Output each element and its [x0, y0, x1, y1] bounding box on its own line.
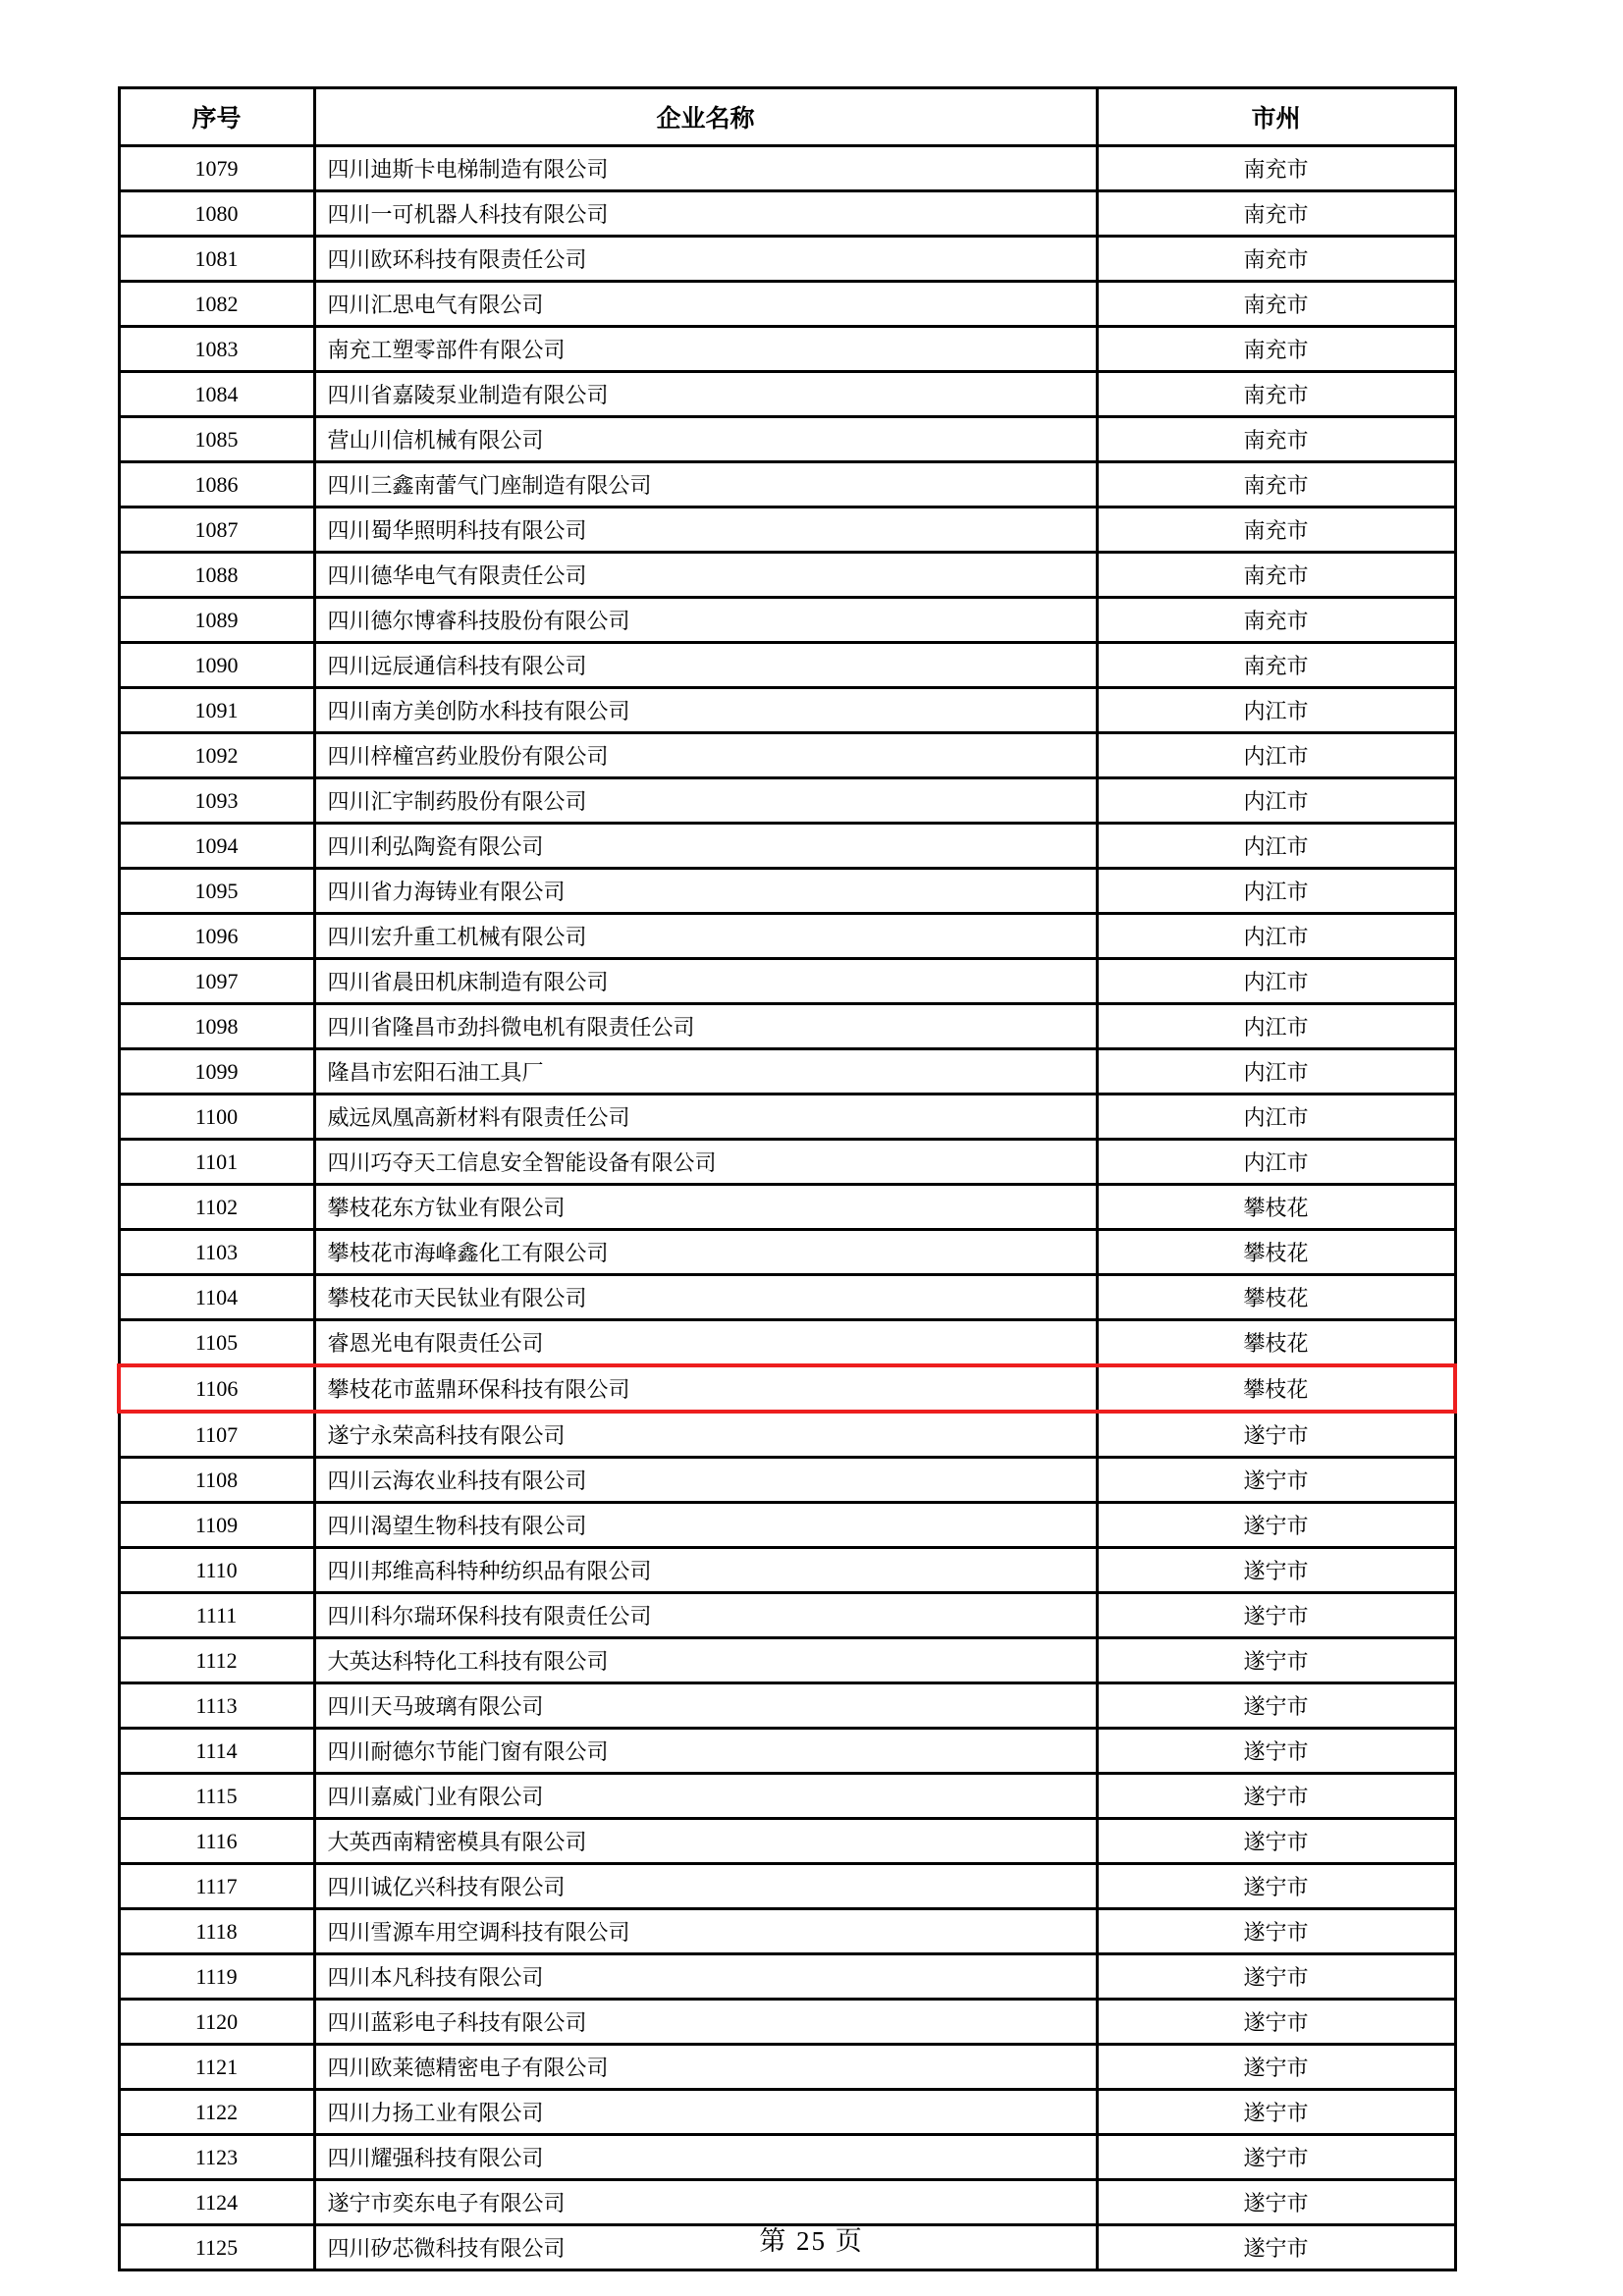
- header-serial-number: 序号: [119, 88, 314, 146]
- company-table: [117, 86, 1457, 2271]
- serial-number-cell: 1091: [119, 688, 314, 733]
- city-cell: 攀枝花: [1097, 1185, 1455, 1230]
- table-row: [119, 237, 1455, 282]
- serial-number-cell: 1092: [119, 733, 314, 778]
- serial-number-cell: 1117: [119, 1864, 314, 1909]
- table-row: [119, 417, 1455, 462]
- city-cell: 内江市: [1097, 778, 1455, 824]
- serial-number-cell: 1102: [119, 1185, 314, 1230]
- city-cell: 遂宁市: [1097, 1864, 1455, 1909]
- table-row: [119, 2000, 1455, 2045]
- city-cell: 南充市: [1097, 462, 1455, 507]
- city-cell: 内江市: [1097, 1049, 1455, 1095]
- serial-number-cell: 1096: [119, 914, 314, 959]
- table-row: [119, 146, 1455, 191]
- company-name-cell: 四川天马玻璃有限公司: [314, 1683, 1097, 1729]
- table-row: [119, 2090, 1455, 2135]
- city-cell: 遂宁市: [1097, 1593, 1455, 1638]
- city-cell: 内江市: [1097, 1095, 1455, 1140]
- serial-number-cell: 1084: [119, 372, 314, 417]
- company-name-cell: 四川本凡科技有限公司: [314, 1954, 1097, 2000]
- table-row-highlighted: [119, 1365, 1455, 1412]
- city-cell: 内江市: [1097, 733, 1455, 778]
- table-row: [119, 1909, 1455, 1954]
- company-name-cell: 四川省嘉陵泵业制造有限公司: [314, 372, 1097, 417]
- city-cell: 内江市: [1097, 1004, 1455, 1049]
- serial-number-cell: 1080: [119, 191, 314, 237]
- table-row: [119, 643, 1455, 688]
- table-row: [119, 1004, 1455, 1049]
- company-name-cell: 四川三鑫南蕾气门座制造有限公司: [314, 462, 1097, 507]
- city-cell: 遂宁市: [1097, 2180, 1455, 2225]
- company-name-cell: 大英达科特化工科技有限公司: [314, 1638, 1097, 1683]
- city-cell: 南充市: [1097, 643, 1455, 688]
- table-row: [119, 1593, 1455, 1638]
- city-cell: 内江市: [1097, 824, 1455, 869]
- company-name-cell: 攀枝花市蓝鼎环保科技有限公司: [314, 1365, 1097, 1412]
- table-row: [119, 1819, 1455, 1864]
- serial-number-cell: 1119: [119, 1954, 314, 2000]
- serial-number-cell: 1103: [119, 1230, 314, 1275]
- company-name-cell: 四川德华电气有限责任公司: [314, 553, 1097, 598]
- serial-number-cell: 1083: [119, 327, 314, 372]
- serial-number-cell: 1115: [119, 1774, 314, 1819]
- company-name-cell: 攀枝花东方钛业有限公司: [314, 1185, 1097, 1230]
- table-row: [119, 1774, 1455, 1819]
- table-row: [119, 1095, 1455, 1140]
- table-row: [119, 372, 1455, 417]
- table-row: [119, 1412, 1455, 1458]
- city-cell: 南充市: [1097, 417, 1455, 462]
- city-cell: 南充市: [1097, 146, 1455, 191]
- serial-number-cell: 1090: [119, 643, 314, 688]
- city-cell: 南充市: [1097, 372, 1455, 417]
- serial-number-cell: 1107: [119, 1412, 314, 1458]
- table-row: [119, 1320, 1455, 1366]
- serial-number-cell: 1122: [119, 2090, 314, 2135]
- serial-number-cell: 1093: [119, 778, 314, 824]
- serial-number-cell: 1114: [119, 1729, 314, 1774]
- serial-number-cell: 1081: [119, 237, 314, 282]
- table-row: [119, 1185, 1455, 1230]
- company-name-cell: 攀枝花市海峰鑫化工有限公司: [314, 1230, 1097, 1275]
- company-name-cell: 四川雪源车用空调科技有限公司: [314, 1909, 1097, 1954]
- company-name-cell: 四川南方美创防水科技有限公司: [314, 688, 1097, 733]
- company-name-cell: 南充工塑零部件有限公司: [314, 327, 1097, 372]
- serial-number-cell: 1123: [119, 2135, 314, 2180]
- serial-number-cell: 1112: [119, 1638, 314, 1683]
- table-body: [119, 146, 1455, 2270]
- serial-number-cell: 1106: [119, 1365, 314, 1412]
- city-cell: 遂宁市: [1097, 1503, 1455, 1548]
- table-row: [119, 553, 1455, 598]
- city-cell: 遂宁市: [1097, 1729, 1455, 1774]
- city-cell: 遂宁市: [1097, 1819, 1455, 1864]
- company-name-cell: 睿恩光电有限责任公司: [314, 1320, 1097, 1366]
- city-cell: 内江市: [1097, 1140, 1455, 1185]
- serial-number-cell: 1100: [119, 1095, 314, 1140]
- serial-number-cell: 1094: [119, 824, 314, 869]
- table-row: [119, 507, 1455, 553]
- table-row: [119, 1954, 1455, 2000]
- company-name-cell: 四川省隆昌市劲抖微电机有限责任公司: [314, 1004, 1097, 1049]
- company-name-cell: 四川省力海铸业有限公司: [314, 869, 1097, 914]
- serial-number-cell: 1085: [119, 417, 314, 462]
- company-name-cell: 威远凤凰高新材料有限责任公司: [314, 1095, 1097, 1140]
- city-cell: 遂宁市: [1097, 2135, 1455, 2180]
- serial-number-cell: 1116: [119, 1819, 314, 1864]
- company-name-cell: 四川远辰通信科技有限公司: [314, 643, 1097, 688]
- table-row: [119, 1275, 1455, 1320]
- city-cell: 南充市: [1097, 237, 1455, 282]
- serial-number-cell: 1110: [119, 1548, 314, 1593]
- city-cell: 南充市: [1097, 553, 1455, 598]
- city-cell: 南充市: [1097, 327, 1455, 372]
- serial-number-cell: 1105: [119, 1320, 314, 1366]
- city-cell: 攀枝花: [1097, 1365, 1455, 1412]
- table-row: [119, 869, 1455, 914]
- serial-number-cell: 1082: [119, 282, 314, 327]
- serial-number-cell: 1079: [119, 146, 314, 191]
- company-name-cell: 四川蜀华照明科技有限公司: [314, 507, 1097, 553]
- table-row: [119, 2180, 1455, 2225]
- company-name-cell: 大英西南精密模具有限公司: [314, 1819, 1097, 1864]
- city-cell: 遂宁市: [1097, 1638, 1455, 1683]
- company-name-cell: 四川汇宇制药股份有限公司: [314, 778, 1097, 824]
- table-row: [119, 1864, 1455, 1909]
- serial-number-cell: 1113: [119, 1683, 314, 1729]
- city-cell: 南充市: [1097, 282, 1455, 327]
- company-name-cell: 四川耐德尔节能门窗有限公司: [314, 1729, 1097, 1774]
- serial-number-cell: 1087: [119, 507, 314, 553]
- company-name-cell: 攀枝花市天民钛业有限公司: [314, 1275, 1097, 1320]
- city-cell: 内江市: [1097, 914, 1455, 959]
- serial-number-cell: 1104: [119, 1275, 314, 1320]
- table-row: [119, 1458, 1455, 1503]
- table-row: [119, 1638, 1455, 1683]
- header-company-name: 企业名称: [314, 88, 1097, 146]
- table-row: [119, 1683, 1455, 1729]
- serial-number-cell: 1095: [119, 869, 314, 914]
- company-name-cell: 四川省晨田机床制造有限公司: [314, 959, 1097, 1004]
- company-name-cell: 四川蓝彩电子科技有限公司: [314, 2000, 1097, 2045]
- city-cell: 遂宁市: [1097, 1954, 1455, 2000]
- table-row: [119, 1049, 1455, 1095]
- serial-number-cell: 1108: [119, 1458, 314, 1503]
- serial-number-cell: 1121: [119, 2045, 314, 2090]
- table-row: [119, 191, 1455, 237]
- company-name-cell: 遂宁市奕东电子有限公司: [314, 2180, 1097, 2225]
- city-cell: 内江市: [1097, 959, 1455, 1004]
- company-name-cell: 四川邦维高科特种纺织品有限公司: [314, 1548, 1097, 1593]
- table-row: [119, 1140, 1455, 1185]
- company-name-cell: 四川矽芯微科技有限公司: [314, 2225, 1097, 2270]
- company-name-cell: 四川一可机器人科技有限公司: [314, 191, 1097, 237]
- table-row: [119, 1230, 1455, 1275]
- city-cell: 南充市: [1097, 191, 1455, 237]
- city-cell: 南充市: [1097, 507, 1455, 553]
- table-row: [119, 282, 1455, 327]
- company-name-cell: 四川汇思电气有限公司: [314, 282, 1097, 327]
- city-cell: 攀枝花: [1097, 1320, 1455, 1366]
- serial-number-cell: 1125: [119, 2225, 314, 2270]
- company-name-cell: 四川科尔瑞环保科技有限责任公司: [314, 1593, 1097, 1638]
- table-row: [119, 327, 1455, 372]
- page-number: 第 25 页: [759, 2226, 864, 2256]
- city-cell: 遂宁市: [1097, 2045, 1455, 2090]
- table-row: [119, 462, 1455, 507]
- serial-number-cell: 1099: [119, 1049, 314, 1095]
- serial-number-cell: 1088: [119, 553, 314, 598]
- company-name-cell: 四川欧环科技有限责任公司: [314, 237, 1097, 282]
- company-name-cell: 四川德尔博睿科技股份有限公司: [314, 598, 1097, 643]
- serial-number-cell: 1089: [119, 598, 314, 643]
- company-name-cell: 四川诚亿兴科技有限公司: [314, 1864, 1097, 1909]
- table-row: [119, 2045, 1455, 2090]
- serial-number-cell: 1101: [119, 1140, 314, 1185]
- city-cell: 遂宁市: [1097, 1458, 1455, 1503]
- company-name-cell: 四川利弘陶瓷有限公司: [314, 824, 1097, 869]
- city-cell: 遂宁市: [1097, 1412, 1455, 1458]
- table-row: [119, 2135, 1455, 2180]
- city-cell: 攀枝花: [1097, 1275, 1455, 1320]
- city-cell: 内江市: [1097, 869, 1455, 914]
- table-row: [119, 914, 1455, 959]
- city-cell: 遂宁市: [1097, 1774, 1455, 1819]
- table-row: [119, 733, 1455, 778]
- serial-number-cell: 1097: [119, 959, 314, 1004]
- city-cell: 遂宁市: [1097, 1683, 1455, 1729]
- table-row: [119, 778, 1455, 824]
- table-row: [119, 1729, 1455, 1774]
- table-row: [119, 824, 1455, 869]
- company-name-cell: 营山川信机械有限公司: [314, 417, 1097, 462]
- city-cell: 内江市: [1097, 688, 1455, 733]
- header-city: 市州: [1097, 88, 1455, 146]
- table-row: [119, 598, 1455, 643]
- company-name-cell: 四川云海农业科技有限公司: [314, 1458, 1097, 1503]
- table-row: [119, 1548, 1455, 1593]
- company-name-cell: 遂宁永荣高科技有限公司: [314, 1412, 1097, 1458]
- city-cell: 遂宁市: [1097, 2000, 1455, 2045]
- city-cell: 遂宁市: [1097, 2225, 1455, 2270]
- company-name-cell: 四川宏升重工机械有限公司: [314, 914, 1097, 959]
- serial-number-cell: 1098: [119, 1004, 314, 1049]
- company-name-cell: 四川力扬工业有限公司: [314, 2090, 1097, 2135]
- company-name-cell: 四川梓橦宫药业股份有限公司: [314, 733, 1097, 778]
- serial-number-cell: 1120: [119, 2000, 314, 2045]
- city-cell: 遂宁市: [1097, 1548, 1455, 1593]
- city-cell: 遂宁市: [1097, 2090, 1455, 2135]
- table-row: [119, 1503, 1455, 1548]
- serial-number-cell: 1109: [119, 1503, 314, 1548]
- city-cell: 攀枝花: [1097, 1230, 1455, 1275]
- table-row: [119, 959, 1455, 1004]
- table-row: [119, 688, 1455, 733]
- company-name-cell: 四川嘉威门业有限公司: [314, 1774, 1097, 1819]
- company-name-cell: 四川巧夺天工信息安全智能设备有限公司: [314, 1140, 1097, 1185]
- company-name-cell: 四川迪斯卡电梯制造有限公司: [314, 146, 1097, 191]
- company-name-cell: 四川耀强科技有限公司: [314, 2135, 1097, 2180]
- serial-number-cell: 1124: [119, 2180, 314, 2225]
- serial-number-cell: 1111: [119, 1593, 314, 1638]
- city-cell: 遂宁市: [1097, 1909, 1455, 1954]
- company-name-cell: 四川欧莱德精密电子有限公司: [314, 2045, 1097, 2090]
- company-name-cell: 隆昌市宏阳石油工具厂: [314, 1049, 1097, 1095]
- city-cell: 南充市: [1097, 598, 1455, 643]
- serial-number-cell: 1118: [119, 1909, 314, 1954]
- company-name-cell: 四川渴望生物科技有限公司: [314, 1503, 1097, 1548]
- serial-number-cell: 1086: [119, 462, 314, 507]
- header-row: [119, 88, 1455, 146]
